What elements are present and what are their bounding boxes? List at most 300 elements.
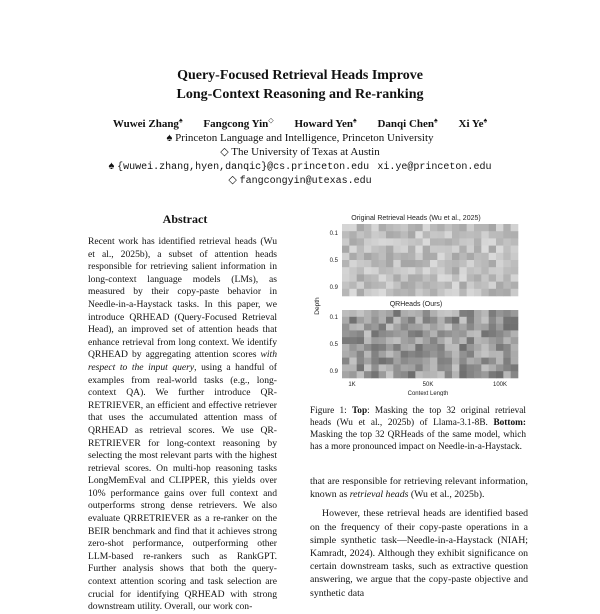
heatmap-cell <box>371 224 379 232</box>
heatmap-cell <box>401 224 409 232</box>
paper-title <box>60 66 540 104</box>
heatmap-cell <box>415 324 423 331</box>
heatmap-cell <box>496 351 504 358</box>
email-fangcong: fangcongyin@utexas.edu <box>239 176 372 187</box>
heatmap-cell <box>481 330 489 337</box>
heatmap-cell <box>437 267 445 275</box>
heatmap-cell <box>459 371 467 378</box>
author: Danqi Chen♠ <box>377 116 438 130</box>
heatmap-cell <box>386 330 394 337</box>
heatmap-cell <box>386 224 394 232</box>
heatmap-cell <box>393 344 401 351</box>
heatmap-cell <box>401 317 409 324</box>
heatmap-cell <box>342 260 350 268</box>
heatmap-cell <box>496 246 504 254</box>
heatmap-cell <box>393 324 401 331</box>
heatmap-cell <box>511 330 519 337</box>
heatmap-cell <box>437 274 445 282</box>
heatmap-cell <box>386 371 394 378</box>
heatmap-cell <box>481 282 489 290</box>
heatmap-cell <box>496 330 504 337</box>
heatmap-cell <box>349 317 357 324</box>
heatmap-cell <box>349 246 357 254</box>
heatmap-cell <box>349 282 357 290</box>
heatmap-cell <box>511 337 519 344</box>
heatmap-cell <box>349 238 357 246</box>
email-group: {wuwei.zhang,hyen,danqic}@cs.princeton.edu <box>117 162 370 173</box>
heatmap-cell <box>364 267 372 275</box>
heatmap-cell <box>415 344 423 351</box>
heatmap-cell <box>357 317 365 324</box>
heatmap-cell <box>386 337 394 344</box>
heatmap-cell <box>452 364 460 371</box>
heatmap-cell <box>342 238 350 246</box>
heatmap-cell <box>481 224 489 232</box>
heatmap-cell <box>430 317 438 324</box>
heatmap-cell <box>496 274 504 282</box>
heatmap-cell <box>511 238 519 246</box>
heatmap-cell <box>511 310 519 317</box>
heatmap-cell <box>415 246 423 254</box>
heatmap-cell <box>474 253 482 260</box>
heatmap-cell <box>445 238 453 246</box>
heatmap-cell <box>379 253 387 260</box>
heatmap-cell <box>474 274 482 282</box>
heatmap-cell <box>379 289 387 297</box>
heatmap-cell <box>349 224 357 232</box>
heatmap-cell <box>401 282 409 290</box>
heatmap-cell <box>423 274 431 282</box>
heatmap-cell <box>503 238 511 246</box>
heatmap-cell <box>401 274 409 282</box>
heatmap-cell <box>511 282 519 290</box>
author: Xi Ye♠ <box>458 116 488 130</box>
heatmap-cell <box>401 337 409 344</box>
heatmap-cell <box>452 260 460 268</box>
heatmap-cell <box>423 364 431 371</box>
heatmap-cell <box>503 351 511 358</box>
heatmap-cell <box>408 364 416 371</box>
heatmap-cell <box>437 246 445 254</box>
heatmap-cell <box>503 253 511 260</box>
heatmap-cell <box>511 317 519 324</box>
heatmap-cell <box>423 260 431 268</box>
heatmap-cell <box>423 344 431 351</box>
heatmap-cell <box>489 317 497 324</box>
heatmap-cell <box>401 358 409 365</box>
heatmap-cell <box>349 310 357 317</box>
heatmap-cell <box>474 231 482 239</box>
body-paragraph-1: that are responsible for retrieving relevant information, known as retrieval heads (Wu et al., 2025b). <box>310 476 528 501</box>
heatmap-cell <box>371 267 379 275</box>
heatmap-cell <box>474 238 482 246</box>
heatmap-cell <box>467 371 475 378</box>
heatmap-cell <box>364 344 372 351</box>
body-paragraph-2: However, these retrieval heads are identified based on the frequency of their copy-paste operations in a simple synthetic task—Needle-in-a-Haystack (NIAH; Kamradt, 2024). Although they exhibit significance on certain downstream tasks, such as extractive question answering, we argue that the copy-paste objective and synthetic data <box>310 508 528 599</box>
top-ytick: 0.1 <box>329 231 338 237</box>
heatmap-cell <box>393 224 401 232</box>
heatmap-cell <box>430 371 438 378</box>
heatmap-cell <box>445 337 453 344</box>
heatmap-cell <box>342 330 350 337</box>
heatmap-cell <box>459 351 467 358</box>
figure-heatmaps <box>310 206 522 396</box>
heatmap-cell <box>496 310 504 317</box>
heatmap-cell <box>364 289 372 297</box>
heatmap-cell <box>357 231 365 239</box>
heatmap-cell <box>357 224 365 232</box>
heatmap-cell <box>349 231 357 239</box>
heatmap-cell <box>401 364 409 371</box>
heatmap-cell <box>379 351 387 358</box>
heatmap-cell <box>423 246 431 254</box>
heatmap-cell <box>408 358 416 365</box>
heatmap-cell <box>371 238 379 246</box>
heatmap-cell <box>430 282 438 290</box>
top-ytick: 0.5 <box>329 258 338 264</box>
heatmap-cell <box>371 310 379 317</box>
heatmap-cell <box>467 337 475 344</box>
heatmap-cell <box>379 344 387 351</box>
heatmap-cell <box>342 274 350 282</box>
heatmap-cell <box>371 253 379 260</box>
title-line-2: Long-Context Reasoning and Re-ranking <box>176 87 424 102</box>
heatmap-cell <box>452 238 460 246</box>
heatmap-cell <box>467 317 475 324</box>
heatmap-cell <box>415 253 423 260</box>
heatmap-cell <box>489 358 497 365</box>
heatmap-cell <box>445 371 453 378</box>
heatmap-cell <box>342 310 350 317</box>
heatmap-cell <box>423 289 431 297</box>
heatmap-cell <box>379 282 387 290</box>
heatmap-cell <box>496 337 504 344</box>
heatmap-cell <box>489 371 497 378</box>
heatmap-cell <box>364 317 372 324</box>
heatmap-cell <box>423 224 431 232</box>
heatmap-cell <box>423 231 431 239</box>
heatmap-cell <box>481 351 489 358</box>
heatmap-cell <box>503 371 511 378</box>
heatmap-cell <box>430 289 438 297</box>
heatmap-cell <box>481 317 489 324</box>
heatmap-cell <box>342 324 350 331</box>
heatmap-cell <box>452 274 460 282</box>
heatmap-cell <box>371 260 379 268</box>
x-axis-label: Context Length <box>407 391 449 396</box>
heatmap-cell <box>445 267 453 275</box>
heatmap-cell <box>423 330 431 337</box>
heatmap-cell <box>474 358 482 365</box>
heatmap-cell <box>342 224 350 232</box>
heatmap-cell <box>459 317 467 324</box>
author: Howard Yen♠ <box>294 116 357 130</box>
heatmap-cell <box>452 289 460 297</box>
heatmap-cell <box>349 289 357 297</box>
abstract-body: Recent work has identified retrieval heads (Wu et al., 2025b), a subset of attention heads responsible for retrieving salient information in long-context language models (LMs), as measured by their copy-paste behavior in Needle-in-a-Haystack tasks. In this paper, we introduce QRHEAD (Query-Focused Retrieval Head), an improved set of attention heads that enhance retrieval from long context. We identify QRHEAD by aggregating attention scores with respect to the input query, using a handful of examples from real-world tasks (e.g., long-context QA). We further introduce QR-RETRIEVER, an efficient and effective retriever that uses the accumulated attention mass of QRHEAD as retrieval scores. We use QR-RETRIEVER for long-context reasoning by selecting the most relevant parts with the highest retrieval scores. On multi-hop reasoning tasks LongMemEval and CLIPPER, this yields over 10% performance gains over full context and outperforms strong dense retrievers. We also evaluate QRRETRIEVER as a re-ranker on the BEIR benchmark and find that it achieves strong zero-shot performance, outperforming other LLM-based re-rankers such as RankGPT. Further analysis shows that both the query-context attention scoring and task selection are crucial for identifying QRHEAD with strong downstream utility. Overall, our work con- <box>88 236 277 613</box>
heatmap-cell <box>393 317 401 324</box>
heatmap-cell <box>503 246 511 254</box>
heatmap-cell <box>415 351 423 358</box>
x-tick: 50K <box>422 382 434 388</box>
heatmap-cell <box>342 337 350 344</box>
heatmap-cell <box>423 358 431 365</box>
heatmap-cell <box>379 224 387 232</box>
heatmap-cell <box>489 364 497 371</box>
heatmap-cell <box>430 351 438 358</box>
heatmap-cell <box>467 324 475 331</box>
heatmap-cell <box>371 344 379 351</box>
heatmap-cell <box>393 364 401 371</box>
heatmap-cell <box>386 267 394 275</box>
heatmap-cell <box>408 274 416 282</box>
heatmap-cell <box>511 364 519 371</box>
heatmap-cell <box>496 289 504 297</box>
heatmap-cell <box>430 253 438 260</box>
heatmap-cell <box>349 324 357 331</box>
heatmap-cell <box>452 358 460 365</box>
heatmap-cell <box>489 253 497 260</box>
heatmap-cell <box>415 371 423 378</box>
heatmap-cell <box>496 260 504 268</box>
heatmap-cell <box>474 324 482 331</box>
heatmap-cell <box>503 337 511 344</box>
heatmap-cell <box>503 289 511 297</box>
heatmap-cell <box>342 317 350 324</box>
heatmap-cell <box>423 371 431 378</box>
heatmap-cell <box>357 344 365 351</box>
heatmap-cell <box>459 330 467 337</box>
heatmap-cell <box>415 282 423 290</box>
heatmap-cell <box>452 344 460 351</box>
heatmap-cell <box>496 238 504 246</box>
heatmap-cell <box>496 267 504 275</box>
heatmap-cell <box>452 330 460 337</box>
heatmap-cell <box>474 351 482 358</box>
affiliation-2: ◇ The University of Texas at Austin <box>220 146 380 158</box>
heatmap-cell <box>379 274 387 282</box>
heatmap-cell <box>364 337 372 344</box>
heatmap-cell <box>474 267 482 275</box>
heatmap-cell <box>481 246 489 254</box>
heatmap-cell <box>437 344 445 351</box>
heatmap-cell <box>379 324 387 331</box>
heatmap-cell <box>408 344 416 351</box>
top-ytick: 0.9 <box>329 285 338 291</box>
bottom-ytick: 0.1 <box>329 315 338 321</box>
heatmap-cell <box>386 364 394 371</box>
heatmap-cell <box>481 337 489 344</box>
heatmap-cell <box>437 310 445 317</box>
heatmap-cell <box>357 260 365 268</box>
heatmap-cell <box>393 310 401 317</box>
heatmap-cell <box>481 310 489 317</box>
heatmap-cell <box>349 351 357 358</box>
bottom-ytick: 0.9 <box>329 369 338 375</box>
bottom-ytick: 0.5 <box>329 342 338 348</box>
heatmap-cell <box>379 317 387 324</box>
heatmap-cell <box>474 330 482 337</box>
heatmap-cell <box>430 330 438 337</box>
heatmap-cell <box>489 224 497 232</box>
heatmap-cell <box>496 358 504 365</box>
heatmap-cell <box>481 260 489 268</box>
heatmap-cell <box>496 282 504 290</box>
heatmap-cell <box>445 289 453 297</box>
heatmap-cell <box>489 231 497 239</box>
heatmap-cell <box>386 246 394 254</box>
heatmap-cell <box>445 224 453 232</box>
heatmap-cell <box>401 238 409 246</box>
heatmap-cell <box>489 344 497 351</box>
heatmap-cell <box>371 282 379 290</box>
heatmap-cell <box>459 337 467 344</box>
heatmap-cell <box>437 289 445 297</box>
heatmap-cell <box>371 330 379 337</box>
heatmap-cell <box>386 310 394 317</box>
heatmap-cell <box>401 344 409 351</box>
heatmap-cell <box>503 274 511 282</box>
heatmap-cell <box>481 364 489 371</box>
heatmap-cell <box>489 337 497 344</box>
heatmap-cell <box>445 364 453 371</box>
heatmap-cell <box>415 330 423 337</box>
heatmap-cell <box>503 330 511 337</box>
heatmap-cell <box>459 267 467 275</box>
heatmap-cell <box>408 231 416 239</box>
heatmap-cell <box>437 317 445 324</box>
heatmap-cell <box>393 274 401 282</box>
figure-caption: Figure 1: Top: Masking the top 32 original retrieval heads (Wu et al., 2025b) of Llama-3.1-8B. Bottom: Masking the top 32 QRHeads of the same model, which has a more pronounced impact on Needle-in-a-Haystack. <box>310 406 526 452</box>
heatmap-cell <box>452 231 460 239</box>
heatmap-cell <box>408 238 416 246</box>
heatmap-cell <box>445 282 453 290</box>
heatmap-cell <box>511 289 519 297</box>
heatmap-cell <box>364 358 372 365</box>
heatmap-cell <box>452 337 460 344</box>
heatmap-cell <box>489 289 497 297</box>
heatmap-cell <box>430 310 438 317</box>
heatmap-cell <box>489 282 497 290</box>
heatmap-cell <box>467 253 475 260</box>
heatmap-cell <box>474 282 482 290</box>
heatmap-cell <box>489 310 497 317</box>
heatmap-cell <box>408 253 416 260</box>
heatmap-cell <box>452 310 460 317</box>
heatmap-cell <box>459 282 467 290</box>
heatmap-cell <box>437 337 445 344</box>
heatmap-cell <box>481 253 489 260</box>
heatmap-cell <box>489 274 497 282</box>
heatmap-cell <box>415 231 423 239</box>
heatmap-cell <box>467 364 475 371</box>
top-heatmap-title: Original Retrieval Heads (Wu et al., 2025) <box>351 215 481 222</box>
heatmap-cell <box>415 364 423 371</box>
heatmap-cell <box>445 274 453 282</box>
heatmap-cell <box>467 358 475 365</box>
heatmap-cell <box>481 371 489 378</box>
heatmap-cell <box>408 246 416 254</box>
heatmap-cell <box>386 238 394 246</box>
heatmap-cell <box>474 289 482 297</box>
heatmap-cell <box>489 330 497 337</box>
heatmap-cell <box>393 238 401 246</box>
heatmap-cell <box>342 282 350 290</box>
heatmap-cell <box>452 371 460 378</box>
heatmap-cell <box>445 324 453 331</box>
heatmap-cell <box>393 351 401 358</box>
heatmap-cell <box>379 238 387 246</box>
heatmap-cell <box>474 337 482 344</box>
heatmap-cell <box>349 358 357 365</box>
heatmap-cell <box>364 282 372 290</box>
heatmap-cell <box>357 351 365 358</box>
heatmap-cell <box>437 253 445 260</box>
heatmap-cell <box>371 371 379 378</box>
heatmap-cell <box>379 371 387 378</box>
heatmap-cell <box>459 324 467 331</box>
heatmap-cell <box>467 231 475 239</box>
heatmap-cell <box>393 231 401 239</box>
heatmap-cell <box>467 282 475 290</box>
heatmap-cell <box>503 344 511 351</box>
heatmap-cell <box>445 344 453 351</box>
top-heatmap <box>342 224 518 296</box>
heatmap-cell <box>379 310 387 317</box>
heatmap-cell <box>349 260 357 268</box>
heatmap-cell <box>445 358 453 365</box>
heatmap-cell <box>357 282 365 290</box>
heatmap-cell <box>459 358 467 365</box>
heatmap-cell <box>445 260 453 268</box>
heatmap-cell <box>474 344 482 351</box>
heatmap-cell <box>371 337 379 344</box>
heatmap-cell <box>452 246 460 254</box>
heatmap-cell <box>481 324 489 331</box>
heatmap-cell <box>371 231 379 239</box>
heatmap-cell <box>349 274 357 282</box>
heatmap-cell <box>489 267 497 275</box>
heatmap-cell <box>357 364 365 371</box>
heatmap-cell <box>408 371 416 378</box>
heatmap-cell <box>496 324 504 331</box>
heatmap-cell <box>386 231 394 239</box>
heatmap-cell <box>481 344 489 351</box>
heatmap-cell <box>393 330 401 337</box>
heatmap-cell <box>430 358 438 365</box>
heatmap-cell <box>452 351 460 358</box>
heatmap-cell <box>415 289 423 297</box>
heatmap-cell <box>415 358 423 365</box>
heatmap-cell <box>357 371 365 378</box>
bottom-heatmap-title: QRHeads (Ours) <box>389 301 443 308</box>
heatmap-cell <box>474 364 482 371</box>
heatmap-cell <box>349 337 357 344</box>
heatmap-cell <box>408 351 416 358</box>
author-list <box>40 116 560 130</box>
heatmap-cell <box>474 246 482 254</box>
heatmap-cell <box>511 344 519 351</box>
heatmap-cell <box>467 260 475 268</box>
heatmap-cell <box>445 310 453 317</box>
heatmap-cell <box>386 351 394 358</box>
heatmap-cell <box>503 364 511 371</box>
heatmap-cell <box>342 371 350 378</box>
heatmap-cell <box>379 330 387 337</box>
heatmap-cell <box>445 330 453 337</box>
heatmap-cell <box>408 317 416 324</box>
heatmap-cell <box>474 260 482 268</box>
